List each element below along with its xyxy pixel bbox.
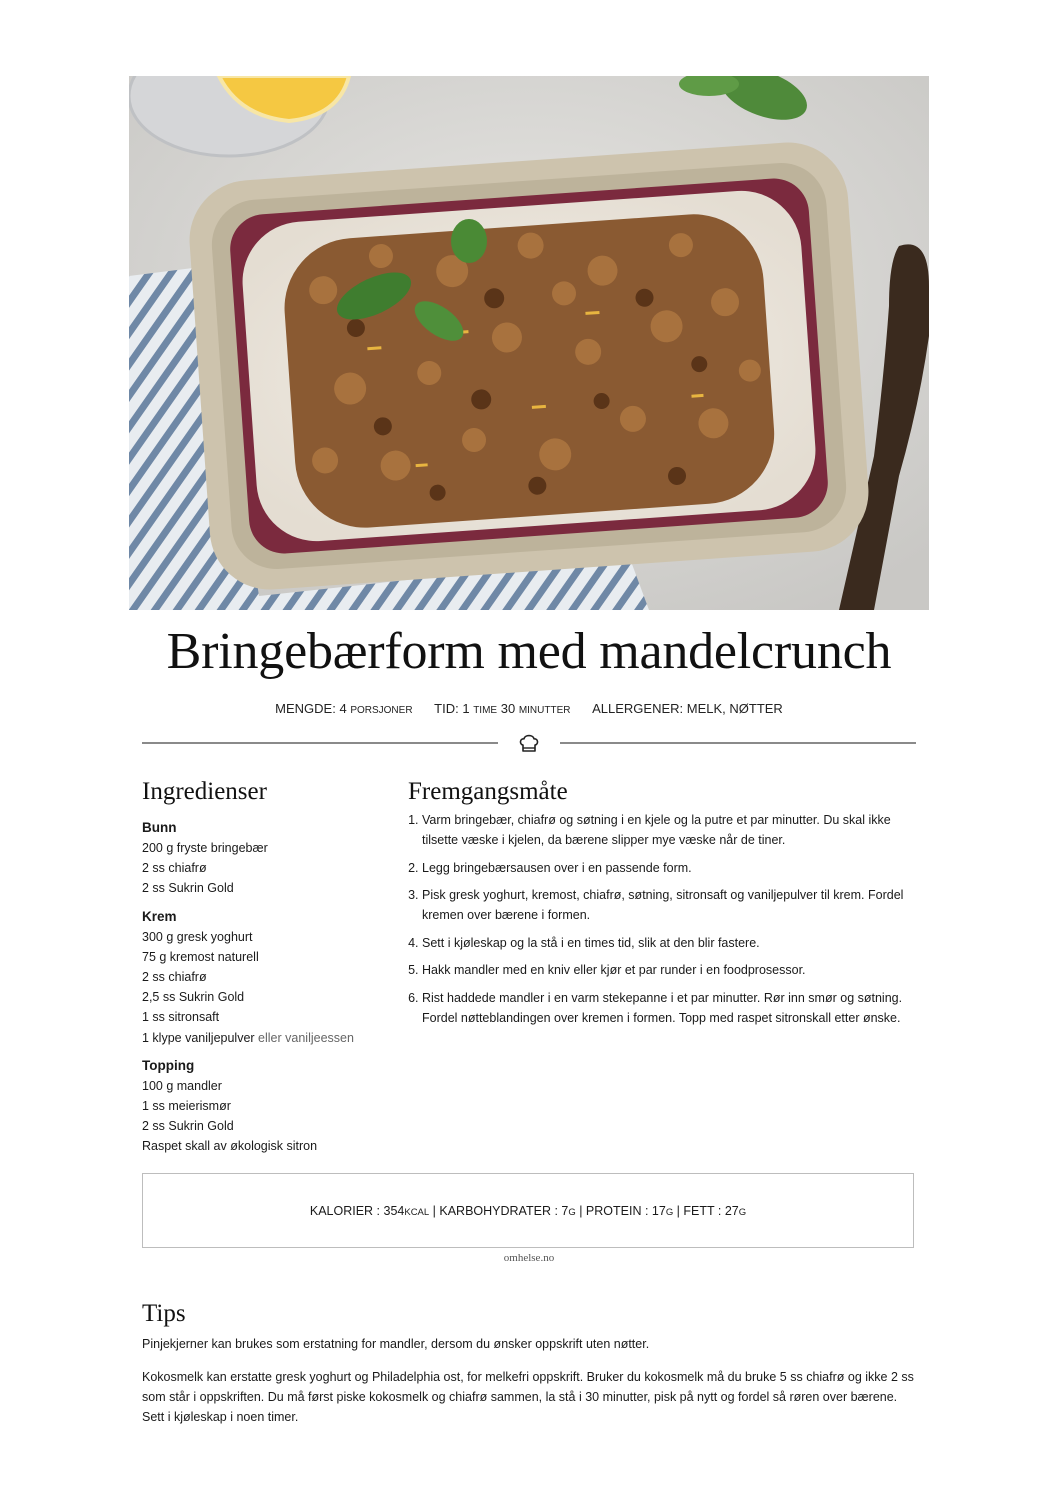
ingredient-item-text: 1 klype vaniljepulver xyxy=(142,1030,255,1045)
ingredient-item xyxy=(142,1028,392,1048)
ingredient-group-topping xyxy=(142,1058,392,1157)
ingredient-group-title: Krem xyxy=(142,908,177,924)
servings xyxy=(275,701,412,716)
method-steps xyxy=(405,810,920,1035)
ingredient-item: 2 ss chiafrø xyxy=(142,861,207,876)
recipe-photo xyxy=(129,76,929,610)
recipe-title: Bringebærform med mandelcrunch xyxy=(166,623,892,680)
servings-value: MENGDE: 4 xyxy=(275,701,347,716)
ingredient-item: 1 ss sitronsaft xyxy=(142,1010,220,1025)
ingredient-item: 200 g fryste bringebær xyxy=(142,841,268,855)
tips-section xyxy=(142,1334,922,1440)
ingredient-item: 2 ss Sukrin Gold xyxy=(142,1119,234,1134)
time-hours: TID: 1 xyxy=(434,701,470,716)
ingredient-group-title: Topping xyxy=(142,1057,195,1073)
fat-unit: G xyxy=(738,1206,747,1218)
ingredients-heading: Ingredienser xyxy=(142,778,267,805)
tip-paragraph: Kokosmelk kan erstatte gresk yoghurt og Philadelphia ost, for melkefri oppskrift. Bruker du kokosmelk må du bruke 5 ss chiafrø og ikke 2 ss som står i oppskriften. Du må først piske kokosmelk og chiafrø sammen, la stå i 30 minutter, pisk på nytt og fordel så røren over bærene. Sett i kjøleskap i noen timer. xyxy=(142,1370,914,1424)
ingredient-item: 1 ss meierismør xyxy=(142,1099,231,1114)
nutrition-box xyxy=(142,1173,914,1248)
fat-value: | FETT : 27 xyxy=(673,1203,739,1218)
ingredient-item: 75 g kremost naturell xyxy=(142,949,259,964)
calories-unit: KCAL xyxy=(404,1206,430,1218)
carbs-value: | KARBOHYDRATER : 7 xyxy=(429,1203,569,1218)
method-step: 3. Pisk gresk yoghurt, kremost, chiafrø, søtning, sitronsaft og vaniljepulver til krem. Fordel kremen over bærene i formen. xyxy=(422,885,920,925)
servings-unit: PORSJONER xyxy=(350,705,413,716)
ingredient-group-bunn xyxy=(142,820,392,899)
ingredient-item: 2 ss chiafrø xyxy=(142,970,207,985)
ingredient-item: Raspet skall av økologisk sitron xyxy=(142,1139,318,1154)
time-hours-unit: TIME xyxy=(473,705,498,716)
time-minutes-unit: MINUTTER xyxy=(518,705,571,716)
time-minutes: 30 xyxy=(500,701,516,716)
divider-left xyxy=(142,742,498,744)
method-step: 6. Rist haddede mandler i en varm stekepanne i et par minutter. Rør inn smør og søtning. Fordel nøtteblandingen over kremen i formen. Topp med raspet sitronskall etter ønske. xyxy=(422,988,920,1028)
ingredient-item: 2 ss Sukrin Gold xyxy=(142,881,234,896)
recipe-meta xyxy=(0,701,1058,716)
calories-value: KALORIER : 354 xyxy=(309,1203,405,1218)
method-step: 2. Legg bringebærsausen over i en passende form. xyxy=(422,858,920,878)
tip-paragraph: Pinjekjerner kan brukes som erstatning for mandler, dersom du ønsker oppskrift uten nøtter. xyxy=(142,1337,650,1351)
method-heading: Fremgangsmåte xyxy=(408,778,568,805)
divider-right xyxy=(560,742,916,744)
ingredient-alternative: eller vaniljeessen xyxy=(258,1030,354,1045)
site-name: omhelse.no xyxy=(503,1252,555,1264)
ingredient-item: 100 g mandler xyxy=(142,1078,222,1093)
allergens: ALLERGENER: MELK, NØTTER xyxy=(592,701,783,716)
ingredient-group-title: Bunn xyxy=(142,820,177,835)
time xyxy=(434,701,570,716)
ingredient-item: 300 g gresk yoghurt xyxy=(142,929,253,944)
protein-value: | PROTEIN : 17 xyxy=(575,1203,666,1218)
ingredient-group-krem xyxy=(142,909,392,1048)
ingredient-item: 2,5 ss Sukrin Gold xyxy=(142,990,245,1005)
tips-heading: Tips xyxy=(142,1300,186,1327)
ingredients-list xyxy=(142,820,392,1167)
nutrition-line xyxy=(310,1204,746,1218)
carbs-unit: G xyxy=(568,1206,576,1218)
protein-unit: G xyxy=(665,1206,674,1218)
method-step: 4. Sett i kjøleskap og la stå i en times tid, slik at den blir fastere. xyxy=(422,933,920,953)
method-step: 5. Hakk mandler med en kniv eller kjør et par runder i en foodprosessor. xyxy=(422,960,920,980)
method-step: 1. Varm bringebær, chiafrø og søtning i en kjele og la putre et par minutter. Du skal ikke tilsette væske i kjelen, da bærene slipper mye væske når de tiner. xyxy=(422,810,920,850)
chef-hat-icon xyxy=(517,731,541,755)
